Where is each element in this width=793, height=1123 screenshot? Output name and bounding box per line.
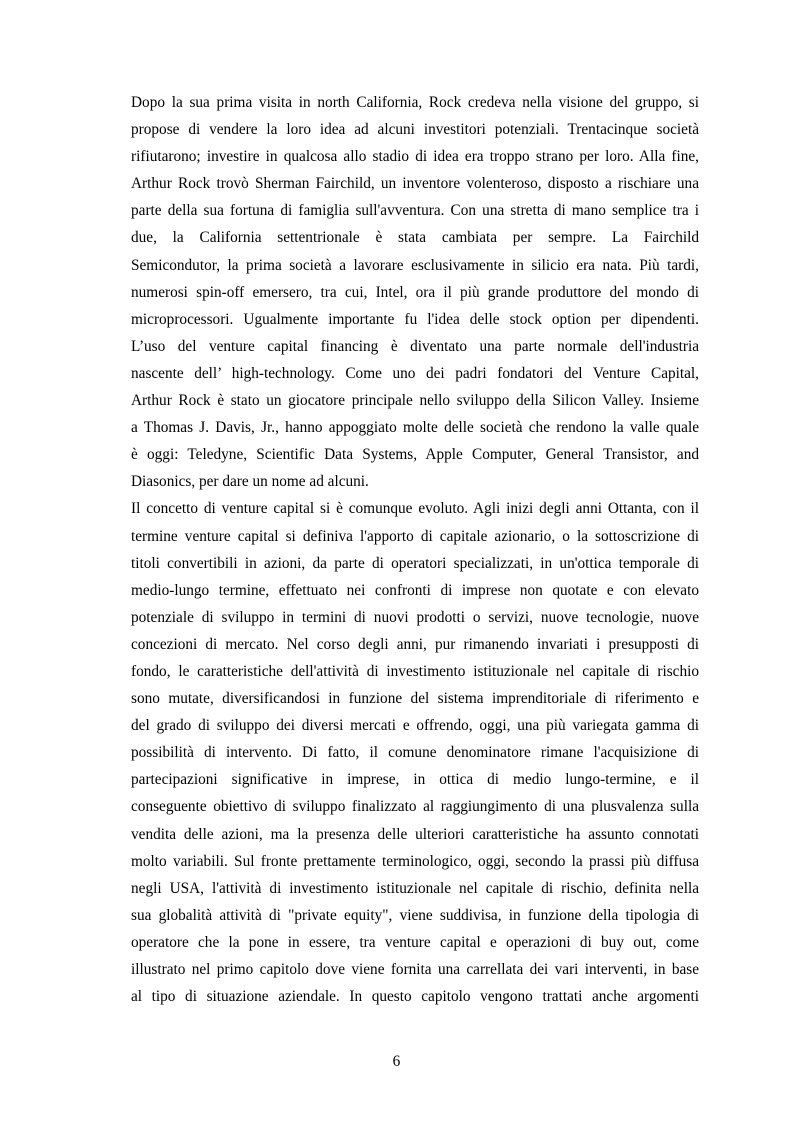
text-line: è oggi: Teledyne, Scientific Data Systems, Apple Computer, General Transistor, and [131,446,699,464]
text-line: Arthur Rock è stato un giocatore principale nello sviluppo della Silicon Valley. Insieme [131,392,699,410]
text-line: due, la California settentrionale è stata cambiata per sempre. La Fairchild [131,229,699,247]
text-line: numerosi spin-off emersero, tra cui, Intel, ora il più grande produttore del mondo di [131,283,699,301]
text-line: illustrato nel primo capitolo dove viene fornita una carrellata dei vari interventi, in base [131,961,699,978]
text-line: potenziale di sviluppo in termini di nuovi prodotti o servizi, nuove tecnologie, nuove [131,608,699,626]
text-line: possibilità di intervento. Di fatto, il comune denominatore rimane l'acquisizione di [131,744,699,762]
text-body [131,89,699,1010]
page-number: 6 [392,1053,401,1070]
text-line: Dopo la sua prima visita in north California, Rock credeva nella visione del gruppo, si [131,94,699,111]
text-line: Semicondutor, la prima società a lavorare esclusivamente in silicio era nata. Più tardi, [131,256,699,274]
text-line: rifiutarono; investire in qualcosa allo stadio di idea era troppo strano per loro. Alla fine, [131,148,699,166]
text-line: titoli convertibili in azioni, da parte di operatori specializzati, in un'ottica temporale di [131,554,699,572]
text-line: operatore che la pone in essere, tra venture capital e operazioni di buy out, come [131,933,699,951]
text-line: conseguente obiettivo di sviluppo finalizzato al raggiungimento di una plusvalenza sulla [131,798,699,816]
text-line: concezioni di mercato. Nel corso degli anni, pur rimanendo invariati i presupposti di [131,635,699,653]
text-line: medio-lungo termine, effettuato nei confronti di imprese non quotate e con elevato [131,581,699,599]
text-line: sua globalità attività di "private equity", viene suddivisa, in funzione della tipologia di [131,906,699,924]
text-line: Il concetto di venture capital si è comunque evoluto. Agli inizi degli anni Ottanta, con il [131,500,699,518]
text-line: L’uso del venture capital financing è diventato una parte normale dell'industria [131,337,699,355]
text-line: microprocessori. Ugualmente importante fu l'idea delle stock option per dipendenti. [131,310,699,328]
text-line: Arthur Rock trovò Sherman Fairchild, un inventore volenteroso, disposto a rischiare una [131,175,699,193]
text-line: fondo, le caratteristiche dell'attività di investimento istituzionale nel capitale di rischio [131,662,699,680]
text-line: sono mutate, diversificandosi in funzione del sistema imprenditoriale di riferimento e [131,690,699,708]
paragraph [131,89,699,495]
text-line: molto variabili. Sul fronte prettamente terminologico, oggi, secondo la prassi più diffusa [131,852,699,870]
text-line: parte della sua fortuna di famiglia sull'avventura. Con una stretta di mano semplice tra i [131,202,699,220]
text-line: Diasonics, per dare un nome ad alcuni. [131,473,369,491]
text-line: propose di vendere la loro idea ad alcuni investitori potenziali. Trentacinque società [131,121,699,139]
text-line: nascente dell’ high-technology. Come uno dei padri fondatori del Venture Capital, [131,364,699,382]
text-line: al tipo di situazione aziendale. In questo capitolo vengono trattati anche argomenti [131,988,699,1006]
text-line: a Thomas J. Davis, Jr., hanno appoggiato molte delle società che rendono la valle quale [131,419,699,437]
text-line: partecipazioni significative in imprese, in ottica di medio lungo-termine, e il [131,771,699,789]
paragraph [131,495,699,1010]
text-line: vendita delle azioni, ma la presenza delle ulteriori caratteristiche ha assunto connotati [131,825,699,843]
text-line: del grado di sviluppo dei diversi mercati e offrendo, oggi, una più variegata gamma di [131,717,699,735]
text-line: negli USA, l'attività di investimento istituzionale nel capitale di rischio, definita nella [131,879,699,897]
text-line: termine venture capital si definiva l'apporto di capitale azionario, o la sottoscrizione di [131,527,699,545]
